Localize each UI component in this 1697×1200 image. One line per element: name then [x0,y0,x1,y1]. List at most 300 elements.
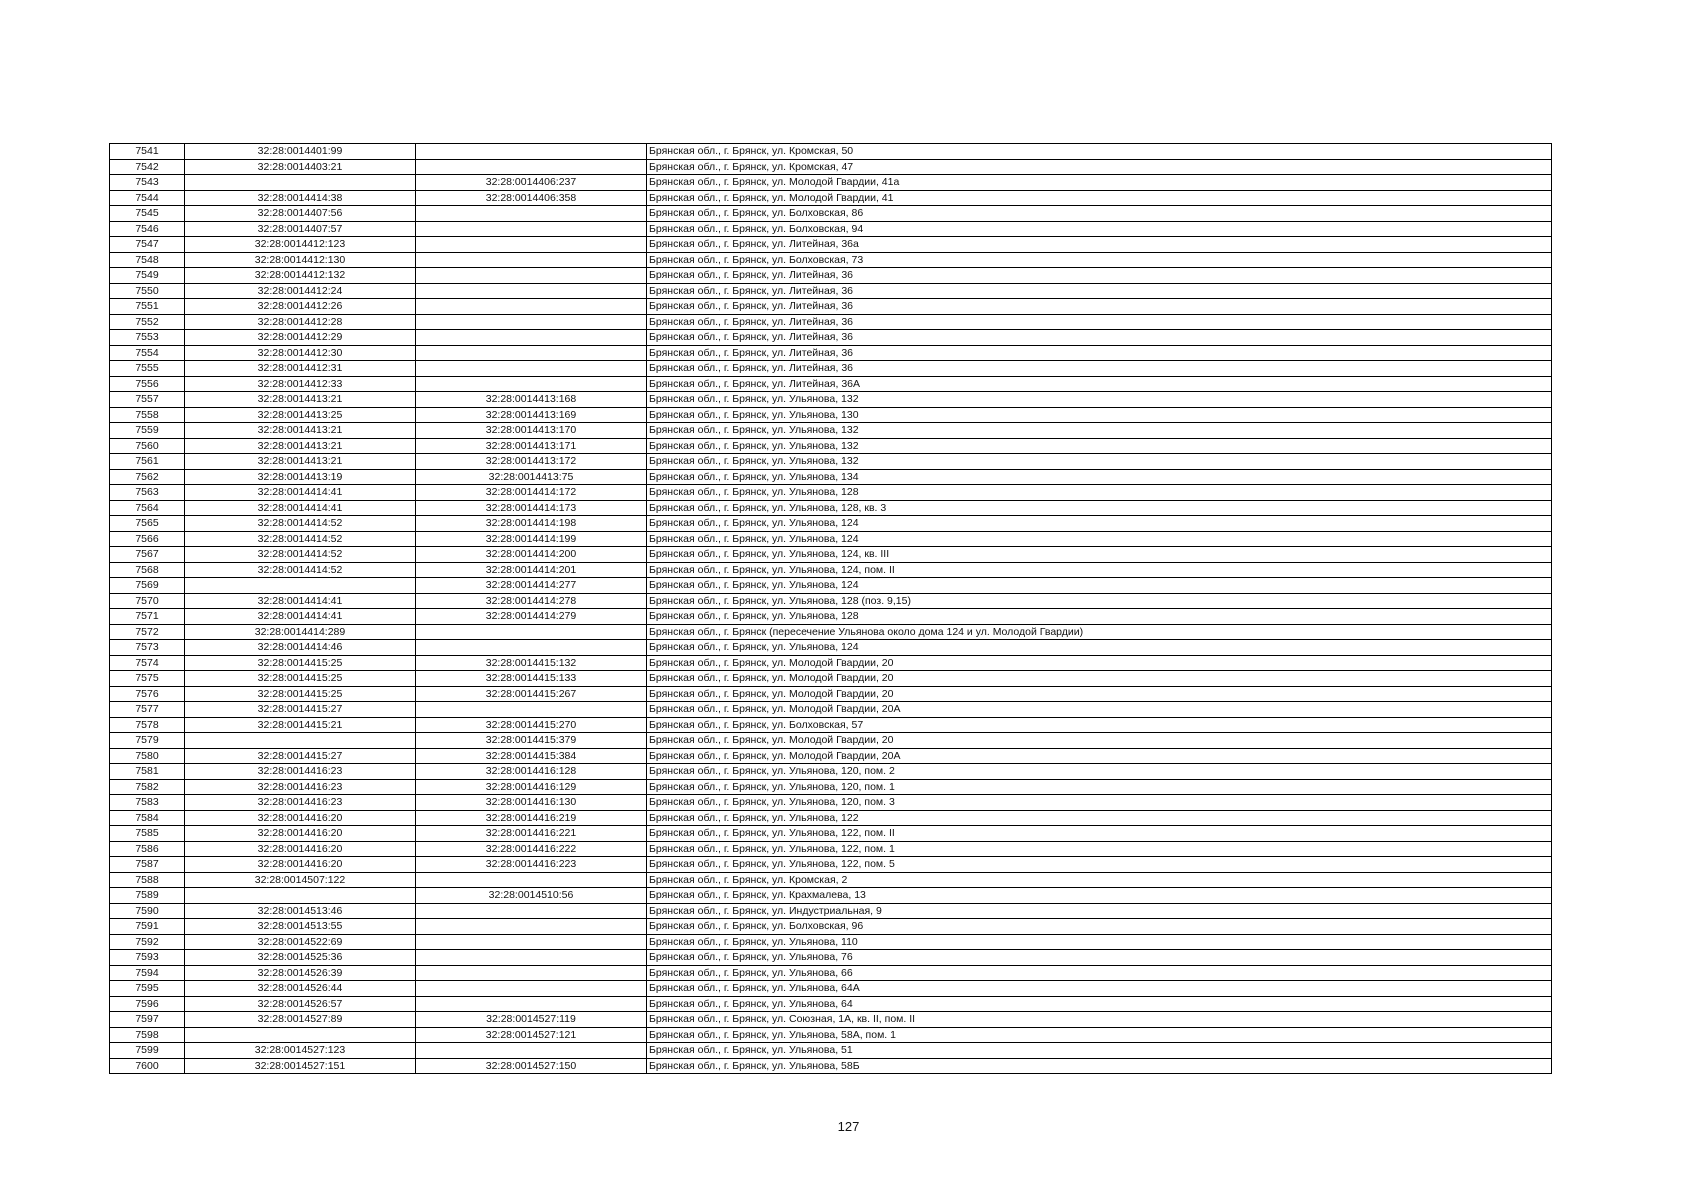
table-row [110,996,1552,1012]
related-cadastral-number-cell: 32:28:0014414:201 [416,562,647,578]
related-cadastral-number-cell: 32:28:0014414:278 [416,593,647,609]
related-cadastral-number-cell [416,345,647,361]
table-row [110,578,1552,594]
table-row [110,376,1552,392]
cadastral-number-cell: 32:28:0014412:132 [185,268,416,284]
address-cell: Брянская обл., г. Брянск, ул. Ульянова, 122, пом. II [647,826,1552,842]
related-cadastral-number-cell [416,934,647,950]
address-cell: Брянская обл., г. Брянск, ул. Ульянова, 120, пом. 2 [647,764,1552,780]
table-row [110,330,1552,346]
row-number-cell: 7553 [110,330,185,346]
row-number-cell: 7572 [110,624,185,640]
related-cadastral-number-cell: 32:28:0014416:221 [416,826,647,842]
cadastral-number-cell: 32:28:0014416:20 [185,810,416,826]
address-cell: Брянская обл., г. Брянск, ул. Ульянова, 120, пом. 1 [647,779,1552,795]
related-cadastral-number-cell [416,314,647,330]
address-cell: Брянская обл., г. Брянск, ул. Ульянова, 124 [647,640,1552,656]
row-number-cell: 7596 [110,996,185,1012]
related-cadastral-number-cell: 32:28:0014510:56 [416,888,647,904]
address-cell: Брянская обл., г. Брянск, ул. Литейная, 36 [647,283,1552,299]
address-cell: Брянская обл., г. Брянск, ул. Ульянова, 128, кв. 3 [647,500,1552,516]
related-cadastral-number-cell: 32:28:0014416:128 [416,764,647,780]
registry-table [109,143,1552,1074]
cadastral-number-cell: 32:28:0014407:56 [185,206,416,222]
address-cell: Брянская обл., г. Брянск, ул. Ульянова, 128 [647,485,1552,501]
cadastral-number-cell: 32:28:0014412:29 [185,330,416,346]
address-cell: Брянская обл., г. Брянск, ул. Ульянова, 122, пом. 5 [647,857,1552,873]
row-number-cell: 7597 [110,1012,185,1028]
row-number-cell: 7588 [110,872,185,888]
related-cadastral-number-cell: 32:28:0014527:150 [416,1058,647,1074]
table-row [110,965,1552,981]
cadastral-number-cell: 32:28:0014414:41 [185,500,416,516]
address-cell: Брянская обл., г. Брянск, ул. Ульянова, 110 [647,934,1552,950]
related-cadastral-number-cell [416,299,647,315]
row-number-cell: 7586 [110,841,185,857]
table-row [110,237,1552,253]
related-cadastral-number-cell: 32:28:0014416:130 [416,795,647,811]
cadastral-number-cell: 32:28:0014526:57 [185,996,416,1012]
cadastral-number-cell: 32:28:0014412:31 [185,361,416,377]
address-cell: Брянская обл., г. Брянск, ул. Болховская, 73 [647,252,1552,268]
table-row [110,500,1552,516]
row-number-cell: 7558 [110,407,185,423]
address-cell: Брянская обл., г. Брянск, ул. Болховская, 86 [647,206,1552,222]
table-row [110,438,1552,454]
address-cell: Брянская обл., г. Брянск, ул. Ульянова, 124, пом. II [647,562,1552,578]
cadastral-number-cell: 32:28:0014413:21 [185,423,416,439]
related-cadastral-number-cell [416,965,647,981]
address-cell: Брянская обл., г. Брянск, ул. Литейная, 36А [647,376,1552,392]
row-number-cell: 7581 [110,764,185,780]
address-cell: Брянская обл., г. Брянск, ул. Молодой Гвардии, 41а [647,175,1552,191]
row-number-cell: 7549 [110,268,185,284]
table-row [110,841,1552,857]
table-row [110,1043,1552,1059]
cadastral-number-cell: 32:28:0014413:25 [185,407,416,423]
related-cadastral-number-cell: 32:28:0014414:200 [416,547,647,563]
address-cell: Брянская обл., г. Брянск, ул. Молодой Гвардии, 41 [647,190,1552,206]
row-number-cell: 7583 [110,795,185,811]
row-number-cell: 7570 [110,593,185,609]
table-row [110,872,1552,888]
address-cell: Брянская обл., г. Брянск, ул. Крахмалева, 13 [647,888,1552,904]
table-row [110,268,1552,284]
address-cell: Брянская обл., г. Брянск, ул. Ульянова, 58Б [647,1058,1552,1074]
address-cell: Брянская обл., г. Брянск, ул. Ульянова, 51 [647,1043,1552,1059]
address-cell: Брянская обл., г. Брянск, ул. Ульянова, 132 [647,392,1552,408]
related-cadastral-number-cell: 32:28:0014416:129 [416,779,647,795]
row-number-cell: 7562 [110,469,185,485]
row-number-cell: 7580 [110,748,185,764]
related-cadastral-number-cell [416,283,647,299]
row-number-cell: 7579 [110,733,185,749]
row-number-cell: 7584 [110,810,185,826]
table-row [110,764,1552,780]
address-cell: Брянская обл., г. Брянск (пересечение Ульянова около дома 124 и ул. Молодой Гвардии) [647,624,1552,640]
row-number-cell: 7598 [110,1027,185,1043]
table-row [110,903,1552,919]
related-cadastral-number-cell: 32:28:0014414:277 [416,578,647,594]
cadastral-number-cell: 32:28:0014412:123 [185,237,416,253]
row-number-cell: 7566 [110,531,185,547]
table-row [110,159,1552,175]
table-row [110,283,1552,299]
cadastral-number-cell: 32:28:0014413:19 [185,469,416,485]
table-row [110,593,1552,609]
table-row [110,624,1552,640]
related-cadastral-number-cell: 32:28:0014415:132 [416,655,647,671]
cadastral-number-cell [185,888,416,904]
cadastral-number-cell: 32:28:0014507:122 [185,872,416,888]
cadastral-number-cell: 32:28:0014414:46 [185,640,416,656]
cadastral-number-cell: 32:28:0014415:25 [185,671,416,687]
row-number-cell: 7545 [110,206,185,222]
cadastral-number-cell: 32:28:0014527:89 [185,1012,416,1028]
table-row [110,686,1552,702]
related-cadastral-number-cell [416,221,647,237]
address-cell: Брянская обл., г. Брянск, ул. Молодой Гвардии, 20 [647,671,1552,687]
related-cadastral-number-cell: 32:28:0014416:223 [416,857,647,873]
cadastral-number-cell: 32:28:0014416:20 [185,826,416,842]
cadastral-number-cell [185,578,416,594]
table-row [110,857,1552,873]
related-cadastral-number-cell [416,361,647,377]
table-row [110,810,1552,826]
cadastral-number-cell: 32:28:0014413:21 [185,392,416,408]
address-cell: Брянская обл., г. Брянск, ул. Ульянова, 122 [647,810,1552,826]
table-row [110,485,1552,501]
table-row [110,299,1552,315]
row-number-cell: 7552 [110,314,185,330]
related-cadastral-number-cell: 32:28:0014413:169 [416,407,647,423]
table-row [110,175,1552,191]
page-number: 127 [837,1119,860,1134]
row-number-cell: 7574 [110,655,185,671]
row-number-cell: 7582 [110,779,185,795]
cadastral-number-cell: 32:28:0014526:44 [185,981,416,997]
cadastral-number-cell: 32:28:0014414:52 [185,562,416,578]
related-cadastral-number-cell [416,624,647,640]
cadastral-number-cell: 32:28:0014416:23 [185,795,416,811]
table-row [110,407,1552,423]
cadastral-number-cell: 32:28:0014412:28 [185,314,416,330]
cadastral-number-cell: 32:28:0014413:21 [185,454,416,470]
row-number-cell: 7541 [110,144,185,160]
cadastral-number-cell: 32:28:0014414:41 [185,485,416,501]
related-cadastral-number-cell: 32:28:0014406:237 [416,175,647,191]
related-cadastral-number-cell [416,950,647,966]
table-row [110,144,1552,160]
table-row [110,671,1552,687]
related-cadastral-number-cell [416,702,647,718]
row-number-cell: 7600 [110,1058,185,1074]
row-number-cell: 7576 [110,686,185,702]
address-cell: Брянская обл., г. Брянск, ул. Ульянова, 120, пом. 3 [647,795,1552,811]
cadastral-number-cell: 32:28:0014416:23 [185,764,416,780]
cadastral-number-cell: 32:28:0014527:151 [185,1058,416,1074]
row-number-cell: 7577 [110,702,185,718]
table-row [110,531,1552,547]
address-cell: Брянская обл., г. Брянск, ул. Индустриальная, 9 [647,903,1552,919]
table-row [110,981,1552,997]
address-cell: Брянская обл., г. Брянск, ул. Литейная, 36 [647,268,1552,284]
related-cadastral-number-cell: 32:28:0014413:168 [416,392,647,408]
related-cadastral-number-cell [416,903,647,919]
cadastral-number-cell: 32:28:0014415:27 [185,702,416,718]
address-cell: Брянская обл., г. Брянск, ул. Кромская, 47 [647,159,1552,175]
cadastral-number-cell: 32:28:0014414:52 [185,531,416,547]
table-row [110,655,1552,671]
address-cell: Брянская обл., г. Брянск, ул. Литейная, 36а [647,237,1552,253]
cadastral-number-cell: 32:28:0014522:69 [185,934,416,950]
cadastral-number-cell [185,733,416,749]
table-row [110,392,1552,408]
cadastral-number-cell: 32:28:0014513:46 [185,903,416,919]
related-cadastral-number-cell [416,640,647,656]
row-number-cell: 7592 [110,934,185,950]
cadastral-number-cell: 32:28:0014414:52 [185,547,416,563]
table-row [110,1012,1552,1028]
address-cell: Брянская обл., г. Брянск, ул. Ульянова, 132 [647,423,1552,439]
row-number-cell: 7587 [110,857,185,873]
related-cadastral-number-cell: 32:28:0014415:379 [416,733,647,749]
related-cadastral-number-cell: 32:28:0014415:267 [416,686,647,702]
table-row [110,562,1552,578]
cadastral-number-cell: 32:28:0014527:123 [185,1043,416,1059]
related-cadastral-number-cell: 32:28:0014415:270 [416,717,647,733]
cadastral-number-cell: 32:28:0014416:23 [185,779,416,795]
table-row [110,795,1552,811]
row-number-cell: 7546 [110,221,185,237]
related-cadastral-number-cell [416,159,647,175]
related-cadastral-number-cell: 32:28:0014414:199 [416,531,647,547]
row-number-cell: 7573 [110,640,185,656]
table-row [110,423,1552,439]
related-cadastral-number-cell: 32:28:0014406:358 [416,190,647,206]
cadastral-number-cell: 32:28:0014526:39 [185,965,416,981]
address-cell: Брянская обл., г. Брянск, ул. Молодой Гвардии, 20А [647,748,1552,764]
address-cell: Брянская обл., г. Брянск, ул. Ульянова, 124 [647,516,1552,532]
table-row [110,919,1552,935]
table-row [110,314,1552,330]
row-number-cell: 7595 [110,981,185,997]
address-cell: Брянская обл., г. Брянск, ул. Литейная, 36 [647,345,1552,361]
table-row [110,454,1552,470]
address-cell: Брянская обл., г. Брянск, ул. Ульянова, 128 (поз. 9,15) [647,593,1552,609]
table-row [110,206,1552,222]
address-cell: Брянская обл., г. Брянск, ул. Ульянова, 122, пом. 1 [647,841,1552,857]
cadastral-number-cell: 32:28:0014403:21 [185,159,416,175]
cadastral-number-cell: 32:28:0014415:21 [185,717,416,733]
address-cell: Брянская обл., г. Брянск, ул. Союзная, 1А, кв. II, пом. II [647,1012,1552,1028]
table-row [110,733,1552,749]
related-cadastral-number-cell [416,1043,647,1059]
table-row [110,1058,1552,1074]
address-cell: Брянская обл., г. Брянск, ул. Ульянова, 124 [647,578,1552,594]
row-number-cell: 7542 [110,159,185,175]
cadastral-number-cell [185,1027,416,1043]
cadastral-number-cell: 32:28:0014415:25 [185,686,416,702]
row-number-cell: 7591 [110,919,185,935]
cadastral-number-cell: 32:28:0014414:41 [185,609,416,625]
address-cell: Брянская обл., г. Брянск, ул. Ульянова, 124, кв. III [647,547,1552,563]
address-cell: Брянская обл., г. Брянск, ул. Ульянова, 58А, пом. 1 [647,1027,1552,1043]
row-number-cell: 7543 [110,175,185,191]
table-row [110,609,1552,625]
related-cadastral-number-cell [416,919,647,935]
row-number-cell: 7557 [110,392,185,408]
related-cadastral-number-cell [416,872,647,888]
related-cadastral-number-cell: 32:28:0014416:219 [416,810,647,826]
cadastral-number-cell: 32:28:0014413:21 [185,438,416,454]
table-row [110,190,1552,206]
row-number-cell: 7599 [110,1043,185,1059]
related-cadastral-number-cell [416,144,647,160]
cadastral-number-cell: 32:28:0014414:38 [185,190,416,206]
table-row [110,221,1552,237]
address-cell: Брянская обл., г. Брянск, ул. Болховская, 96 [647,919,1552,935]
row-number-cell: 7544 [110,190,185,206]
row-number-cell: 7550 [110,283,185,299]
address-cell: Брянская обл., г. Брянск, ул. Молодой Гвардии, 20 [647,733,1552,749]
row-number-cell: 7571 [110,609,185,625]
related-cadastral-number-cell [416,981,647,997]
row-number-cell: 7568 [110,562,185,578]
related-cadastral-number-cell [416,330,647,346]
cadastral-number-cell: 32:28:0014416:20 [185,857,416,873]
address-cell: Брянская обл., г. Брянск, ул. Ульянова, 64А [647,981,1552,997]
address-cell: Брянская обл., г. Брянск, ул. Молодой Гвардии, 20 [647,655,1552,671]
table-row [110,950,1552,966]
cadastral-number-cell: 32:28:0014412:130 [185,252,416,268]
related-cadastral-number-cell: 32:28:0014413:170 [416,423,647,439]
table-row [110,252,1552,268]
address-cell: Брянская обл., г. Брянск, ул. Ульянова, 132 [647,454,1552,470]
related-cadastral-number-cell: 32:28:0014413:171 [416,438,647,454]
address-cell: Брянская обл., г. Брянск, ул. Литейная, 36 [647,361,1552,377]
address-cell: Брянская обл., г. Брянск, ул. Ульянова, 128 [647,609,1552,625]
cadastral-number-cell: 32:28:0014513:55 [185,919,416,935]
table-row [110,934,1552,950]
row-number-cell: 7575 [110,671,185,687]
cadastral-number-cell [185,175,416,191]
related-cadastral-number-cell: 32:28:0014413:75 [416,469,647,485]
row-number-cell: 7578 [110,717,185,733]
address-cell: Брянская обл., г. Брянск, ул. Ульянова, 66 [647,965,1552,981]
cadastral-number-cell: 32:28:0014414:52 [185,516,416,532]
table-row [110,547,1552,563]
address-cell: Брянская обл., г. Брянск, ул. Литейная, 36 [647,330,1552,346]
row-number-cell: 7563 [110,485,185,501]
address-cell: Брянская обл., г. Брянск, ул. Болховская, 57 [647,717,1552,733]
row-number-cell: 7548 [110,252,185,268]
table-row [110,1027,1552,1043]
row-number-cell: 7551 [110,299,185,315]
table-row [110,516,1552,532]
row-number-cell: 7569 [110,578,185,594]
address-cell: Брянская обл., г. Брянск, ул. Ульянова, 76 [647,950,1552,966]
address-cell: Брянская обл., г. Брянск, ул. Литейная, 36 [647,299,1552,315]
cadastral-number-cell: 32:28:0014412:33 [185,376,416,392]
related-cadastral-number-cell: 32:28:0014527:121 [416,1027,647,1043]
address-cell: Брянская обл., г. Брянск, ул. Ульянова, 132 [647,438,1552,454]
table-row [110,748,1552,764]
row-number-cell: 7564 [110,500,185,516]
table-row [110,469,1552,485]
table-row [110,888,1552,904]
related-cadastral-number-cell [416,252,647,268]
address-cell: Брянская обл., г. Брянск, ул. Молодой Гвардии, 20 [647,686,1552,702]
table-row [110,779,1552,795]
related-cadastral-number-cell: 32:28:0014527:119 [416,1012,647,1028]
cadastral-number-cell: 32:28:0014412:24 [185,283,416,299]
cadastral-number-cell: 32:28:0014412:30 [185,345,416,361]
cadastral-number-cell: 32:28:0014415:27 [185,748,416,764]
cadastral-number-cell: 32:28:0014414:289 [185,624,416,640]
row-number-cell: 7560 [110,438,185,454]
row-number-cell: 7554 [110,345,185,361]
cadastral-number-cell: 32:28:0014412:26 [185,299,416,315]
address-cell: Брянская обл., г. Брянск, ул. Литейная, 36 [647,314,1552,330]
related-cadastral-number-cell: 32:28:0014414:172 [416,485,647,501]
related-cadastral-number-cell: 32:28:0014414:279 [416,609,647,625]
table-row [110,640,1552,656]
table-row [110,702,1552,718]
related-cadastral-number-cell: 32:28:0014414:173 [416,500,647,516]
related-cadastral-number-cell: 32:28:0014416:222 [416,841,647,857]
cadastral-number-cell: 32:28:0014414:41 [185,593,416,609]
related-cadastral-number-cell [416,268,647,284]
address-cell: Брянская обл., г. Брянск, ул. Ульянова, 134 [647,469,1552,485]
cadastral-number-cell: 32:28:0014416:20 [185,841,416,857]
cadastral-number-cell: 32:28:0014415:25 [185,655,416,671]
related-cadastral-number-cell [416,376,647,392]
address-cell: Брянская обл., г. Брянск, ул. Ульянова, 124 [647,531,1552,547]
address-cell: Брянская обл., г. Брянск, ул. Ульянова, 130 [647,407,1552,423]
row-number-cell: 7559 [110,423,185,439]
row-number-cell: 7555 [110,361,185,377]
row-number-cell: 7547 [110,237,185,253]
table-row [110,345,1552,361]
cadastral-number-cell: 32:28:0014525:36 [185,950,416,966]
address-cell: Брянская обл., г. Брянск, ул. Кромская, 50 [647,144,1552,160]
related-cadastral-number-cell: 32:28:0014415:133 [416,671,647,687]
row-number-cell: 7585 [110,826,185,842]
row-number-cell: 7593 [110,950,185,966]
table-row [110,361,1552,377]
address-cell: Брянская обл., г. Брянск, ул. Кромская, 2 [647,872,1552,888]
row-number-cell: 7590 [110,903,185,919]
related-cadastral-number-cell: 32:28:0014413:172 [416,454,647,470]
cadastral-number-cell: 32:28:0014407:57 [185,221,416,237]
table-row [110,826,1552,842]
row-number-cell: 7561 [110,454,185,470]
registry-table-body [110,144,1552,1074]
related-cadastral-number-cell [416,237,647,253]
row-number-cell: 7589 [110,888,185,904]
cadastral-number-cell: 32:28:0014401:99 [185,144,416,160]
related-cadastral-number-cell [416,206,647,222]
row-number-cell: 7565 [110,516,185,532]
row-number-cell: 7556 [110,376,185,392]
related-cadastral-number-cell: 32:28:0014414:198 [416,516,647,532]
related-cadastral-number-cell: 32:28:0014415:384 [416,748,647,764]
address-cell: Брянская обл., г. Брянск, ул. Молодой Гвардии, 20А [647,702,1552,718]
row-number-cell: 7594 [110,965,185,981]
address-cell: Брянская обл., г. Брянск, ул. Болховская, 94 [647,221,1552,237]
related-cadastral-number-cell [416,996,647,1012]
